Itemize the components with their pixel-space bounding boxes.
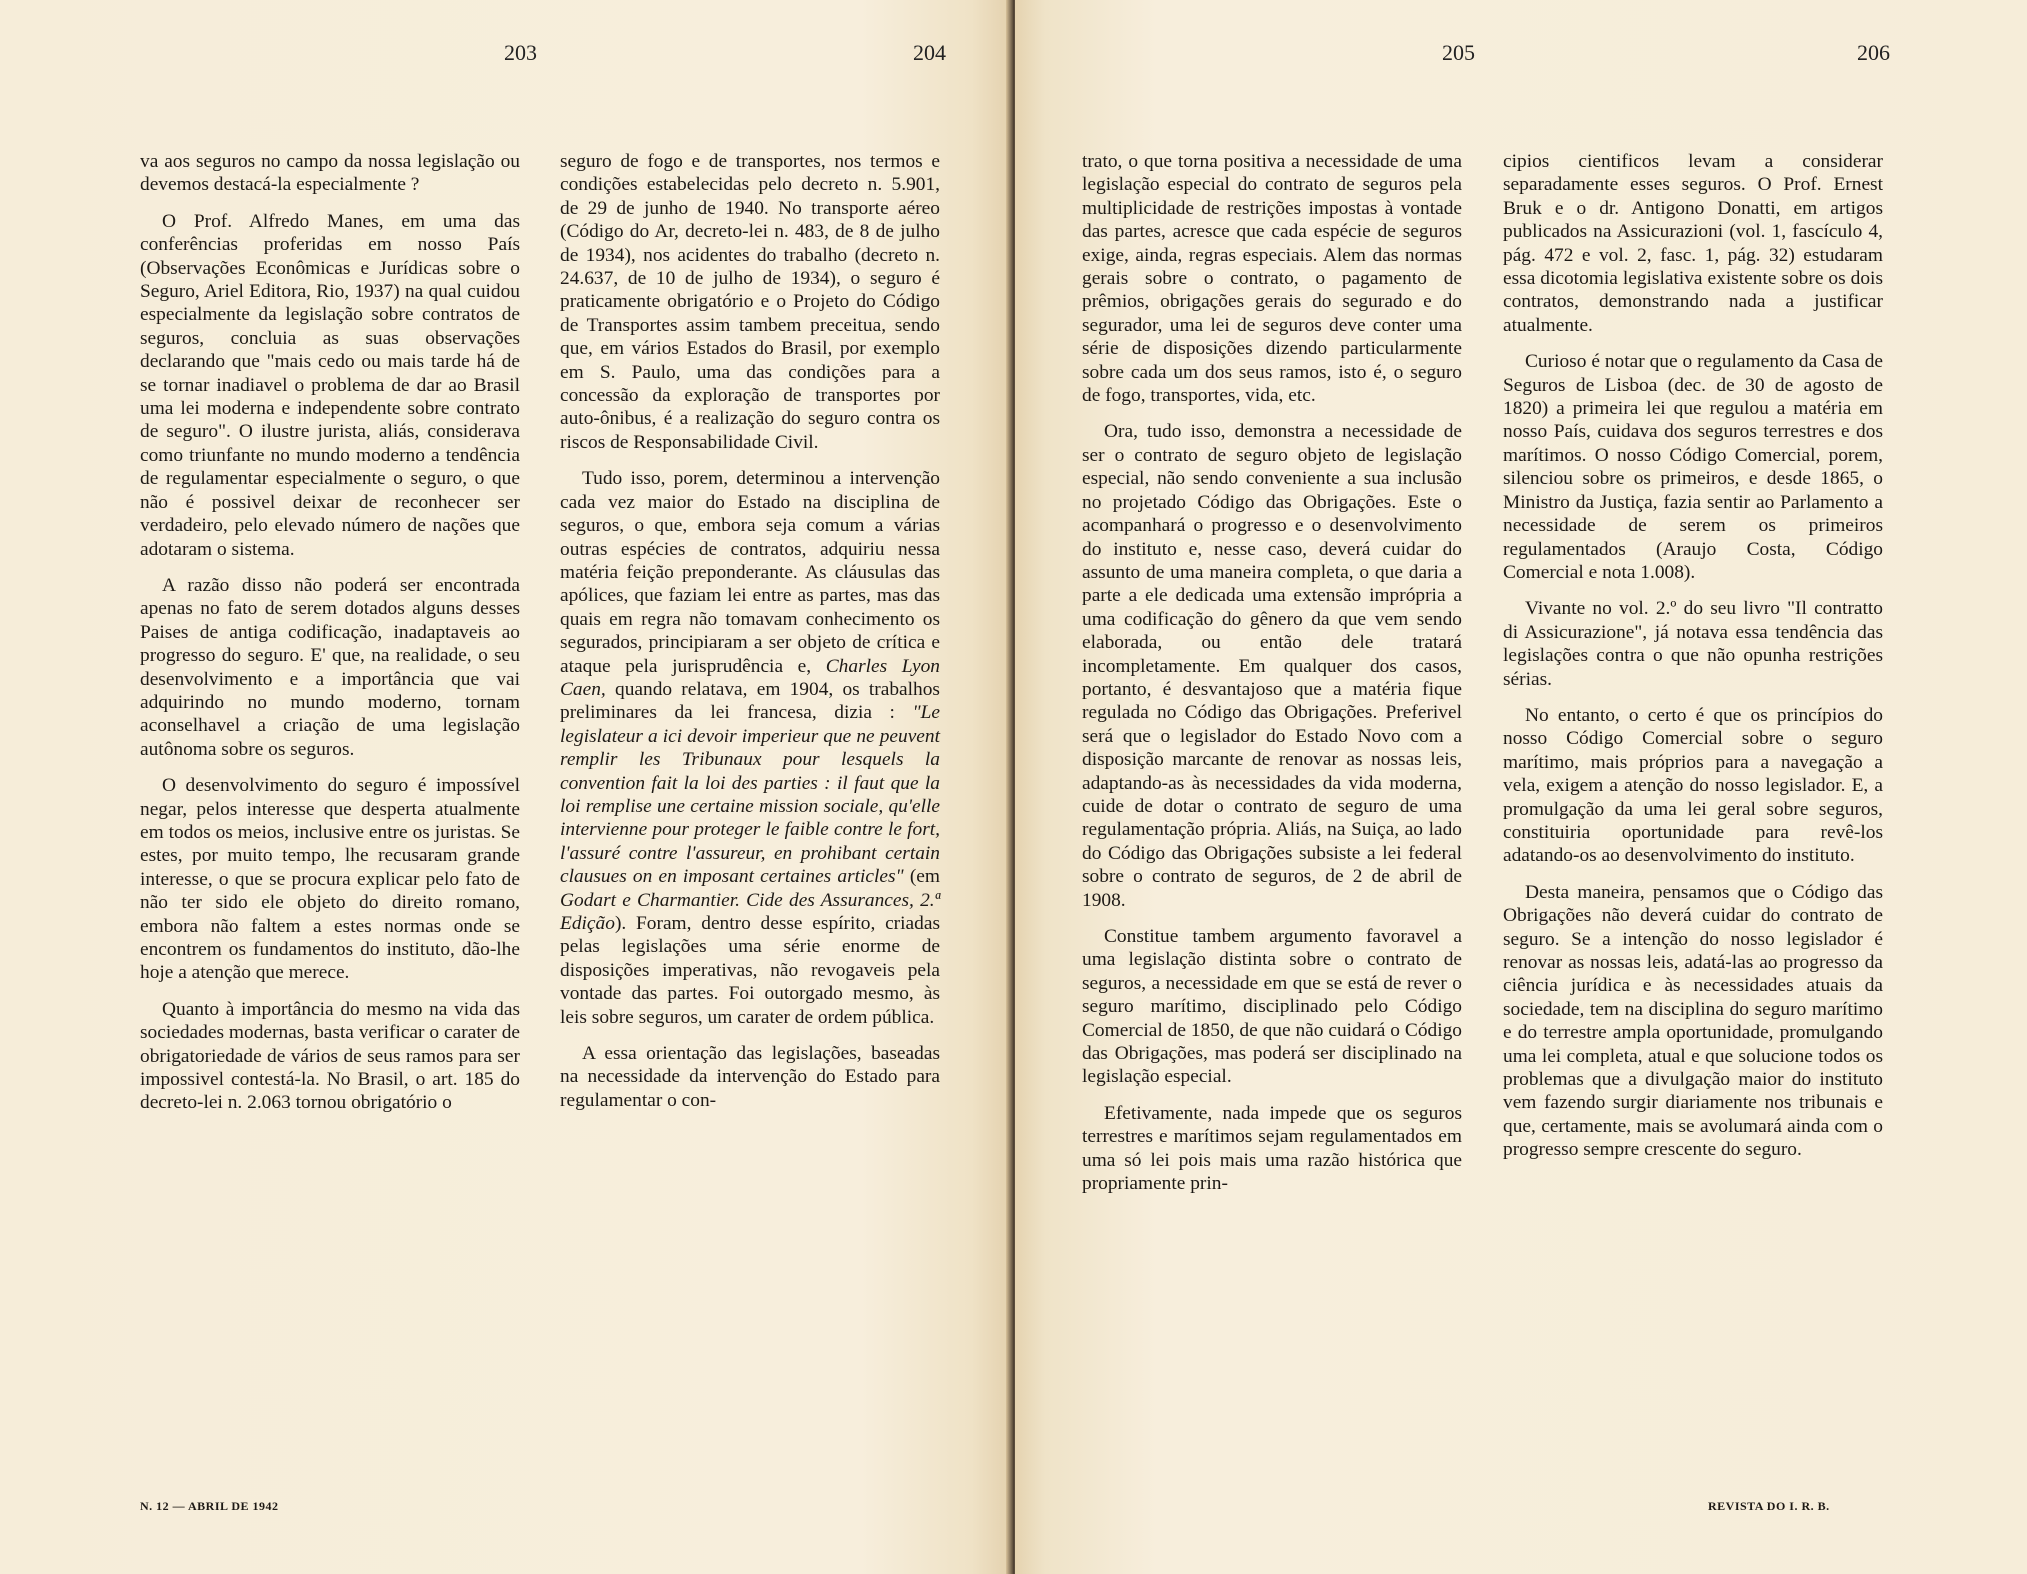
page-number-204: 204 <box>913 40 946 65</box>
page-number-206: 206 <box>1857 40 1890 65</box>
text-run: (em <box>909 866 940 888</box>
paragraph: Constitue tambem argumento favoravel a uma legislação distinta sobre o contrato de seguros, a necessidade em que se está de rever o seguro marítimo, disciplinado pelo Código Comercial de 1850, de que não cuidará o Código das Obrigações, mas poderá ser disciplinado na legislação especial. <box>1082 926 1462 1088</box>
cited-author: Charles Lyon Caen, <box>560 655 940 700</box>
paragraph: O Prof. Alfredo Manes, em uma das conferências proferidas em nosso País (Observações Econômicas e Jurídicas sobre o Seguro, Ariel Editora, Rio, 1937) na qual cuidou especialmente da legislação sobre contratos de seguros, concluia as suas observações declarando que "mais cedo ou mais tarde há de se tornar inadiavel o problema de dar ao Brasil uma lei moderna e independente sobre contrato de seguro". O ilustre jurista, aliás, considerava como triunfante no mundo moderno a tendência de regulamentar especialmente o seguro, o que não é possivel deixar de reconhecer ser verdadeiro, pelo elevado número de nações que adotaram o sistema. <box>140 210 520 560</box>
paragraph: seguro de fogo e de transportes, nos termos e condições estabelecidas pelo decreto n. 5.901, de 29 de junho de 1940. No transporte aéreo (Código do Ar, decreto-lei n. 483, de 8 de julho de 1934), nos acidentes do trabalho (decreto n. 24.637, de 10 de julho de 1934), o seguro é praticamente obrigatório e o Projeto do Código de Transportes assim tambem preceitua, sendo que, em vários Estados do Brasil, por exemplo em S. Paulo, uma das condições para a concessão da exploração de transportes por auto-ônibus, é a realização do seguro contra os riscos de Responsabilidade Civil. <box>560 151 940 453</box>
paragraph: O desenvolvimento do seguro é impossível negar, pelos interesse que desperta atualmente em todos os meios, inclusive entre os juristas. Se estes, por muito tempo, lhe recusaram grande interesse, o que se procura explicar pelo fato de não ter sido ele objeto do direito romano, embora não faltem a estes normas onde se encontrem os fundamentos do instituto, dão-lhe hoje a atenção que merece. <box>140 775 520 984</box>
paragraph: A razão disso não poderá ser encontrada apenas no fato de serem dotados alguns desses Paises de antiga codificação, inadaptaveis ao progresso do seguro. E' que, na realidade, o seu desenvolvimento e a importância que vai adquirindo no mundo moderno, tornam aconselhavel a criação de uma legislação autônoma sobre os seguros. <box>140 574 520 760</box>
french-quote: "Le legislateur a ici devoir imperieur que ne peuvent remplir les Tribunaux pour lesquels la convention fait la loi des parties : il faut que la loi remplise une certaine mission sociale, qu'elle intervienne pour proteger le faible contre le fort, l'assuré contre l'assureur, en prohibant certain clausues on en imposant certaines articles" <box>560 702 940 888</box>
paragraph: Ora, tudo isso, demonstra a necessidade de ser o contrato de seguro objeto de legislação especial, não sendo conveniente a sua inclusão no projetado Código das Obrigações. Este o acompanhará o progresso e o desenvolvimento do instituto e, nesse caso, deverá cuidar do assunto de uma maneira completa, o que daria a parte a ele dedicada uma extensão imprópria a uma codificação do gênero da que vem sendo elaborada, ou então dele tratará incompletamente. Em qualquer dos casos, portanto, é desvantajoso que a matéria fique regulada no Código das Obrigações. Preferivel será que o legislador do Estado Novo com a disposição marcante de renovar as nossas leis, adaptando-as às necessidades da vida moderna, cuide de dotar o contrato de seguro de uma regulamentação própria. Aliás, na Suiça, ao lado do Código das Obrigações subsiste a lei federal sobre o contrato de seguros, de 2 de abril de 1908. <box>1082 421 1462 911</box>
paragraph: A essa orientação das legislações, baseadas na necessidade da intervenção do Estado para regulamentar o con- <box>560 1043 940 1111</box>
page-number-203: 203 <box>504 40 537 65</box>
text-run: quando relatava, em 1904, os trabalhos preliminares da lei francesa, dizia : <box>560 678 940 724</box>
column-page-205 <box>1082 150 1462 1208</box>
paragraph: Efetivamente, nada impede que os seguros terrestres e marítimos sejam regulamentados em uma só lei pois mais uma razão histórica que propriamente prin- <box>1082 1102 1462 1195</box>
paragraph: trato, o que torna positiva a necessidade de uma legislação especial do contrato de seguros pela multiplicidade de restrições impostas à vontade das partes, acresce que cada espécie de seguros exige, ainda, regras especiais. Alem das normas gerais sobre o contrato, o pagamento de prêmios, obrigações gerais do segurado e do segurador, uma lei de seguros deve conter uma série de disposições dizendo particularmente sobre cada um dos seus ramos, isto é, o seguro de fogo, transportes, vida, etc. <box>1082 151 1462 407</box>
column-page-206 <box>1503 150 1883 1175</box>
paragraph: Quanto à importância do mesmo na vida das sociedades modernas, basta verificar o carater de obrigatoriedade de vários de seus ramos para ser impossivel contestá-la. No Brasil, o art. 185 do decreto-lei n. 2.063 tornou obrigatório o <box>140 998 520 1114</box>
paragraph: Curioso é notar que o regulamento da Casa de Seguros de Lisboa (dec. de 30 de agosto de 1820) a primeira lei que regulou a matéria em nosso País, cuidava dos seguros terrestres e dos marítimos. O nosso Código Comercial, porem, silenciou sobre os primeiros, e desde 1865, o Ministro da Justiça, fazia sentir ao Parlamento a necessidade de serem os primeiros regulamentados (Araujo Costa, Código Comercial e nota 1.008). <box>1503 351 1883 583</box>
paragraph: No entanto, o certo é que os princípios do nosso Código Comercial sobre o seguro marítimo, mais próprios para a navegação a vela, exigem a atenção do nosso legislador. E, a promulgação da uma lei geral sobre seguros, constituiria oportunidade para revê-los adatando-os ao desenvolvimento do instituto. <box>1503 704 1883 867</box>
text-run: Tudo isso, porem, determinou a intervenção cada vez maior do Estado na disciplina de seguros, o que, embora seja comum a várias outras espécies de contratos, adquiriu nessa matéria feição preponderante. As cláusulas das apólices, que faziam lei entre as partes, mas das quais em regra não tomavam conhecimento os segurados, principiaram a ser objeto de crítica e ataque pela jurisprudência e, <box>560 468 940 677</box>
text-run: ). Foram, dentro desse espírito, criadas pelas legislações uma série enorme de disposições imperativas, não revogaveis pela vontade das partes. Foi outorgado mesmo, às leis sobre seguros, um carater de ordem pública. <box>560 913 940 1028</box>
footer-issue: N. 12 — ABRIL DE 1942 <box>140 1499 279 1513</box>
paragraph: Vivante no vol. 2.º do seu livro "Il contratto di Assicurazione", já notava essa tendência das legislações contra o que não opunha restrições sérias. <box>1503 598 1883 690</box>
citation-reference: Godart e Charmantier. Cide des Assurances, 2.ª Edição <box>560 889 940 934</box>
paragraph: Desta maneira, pensamos que o Código das Obrigações não deverá cuidar do contrato de seguro. Se a intenção do nosso legislador é renovar as nossas leis, adatá-las ao progresso da ciência jurídica e às necessidades atuais da sociedade, tem na disciplina do seguro marítimo e do terrestre ampla oportunidade, promulgando uma lei completa, atual e que solucione todos os problemas que a divulgação maior do instituto vem fazendo surgir diariamente nos tribunais e que, certamente, mais se avolumará ainda com o progresso sempre crescente do seguro. <box>1503 881 1883 1161</box>
paragraph: cipios cientificos levam a considerar separadamente esses seguros. O Prof. Ernest Bruk e o dr. Antigono Donatti, em artigos publicados na Assicurazioni (vol. 1, fascículo 4, pág. 472 e vol. 2, fasc. 1, pág. 32) estudaram essa dicotomia legislativa existente sobre os dois contratos, demonstrando nada a justificar atualmente. <box>1503 151 1883 336</box>
right-page <box>1015 0 2027 1574</box>
column-page-204 <box>560 150 940 1125</box>
page-number-205: 205 <box>1442 40 1475 65</box>
paragraph: va aos seguros no campo da nossa legislação ou devemos destacá-la especialmente ? <box>140 151 520 196</box>
paragraph <box>560 467 940 1029</box>
footer-journal: REVISTA DO I. R. B. <box>1708 1499 1830 1513</box>
column-page-203 <box>140 150 520 1128</box>
left-page <box>0 0 1012 1574</box>
